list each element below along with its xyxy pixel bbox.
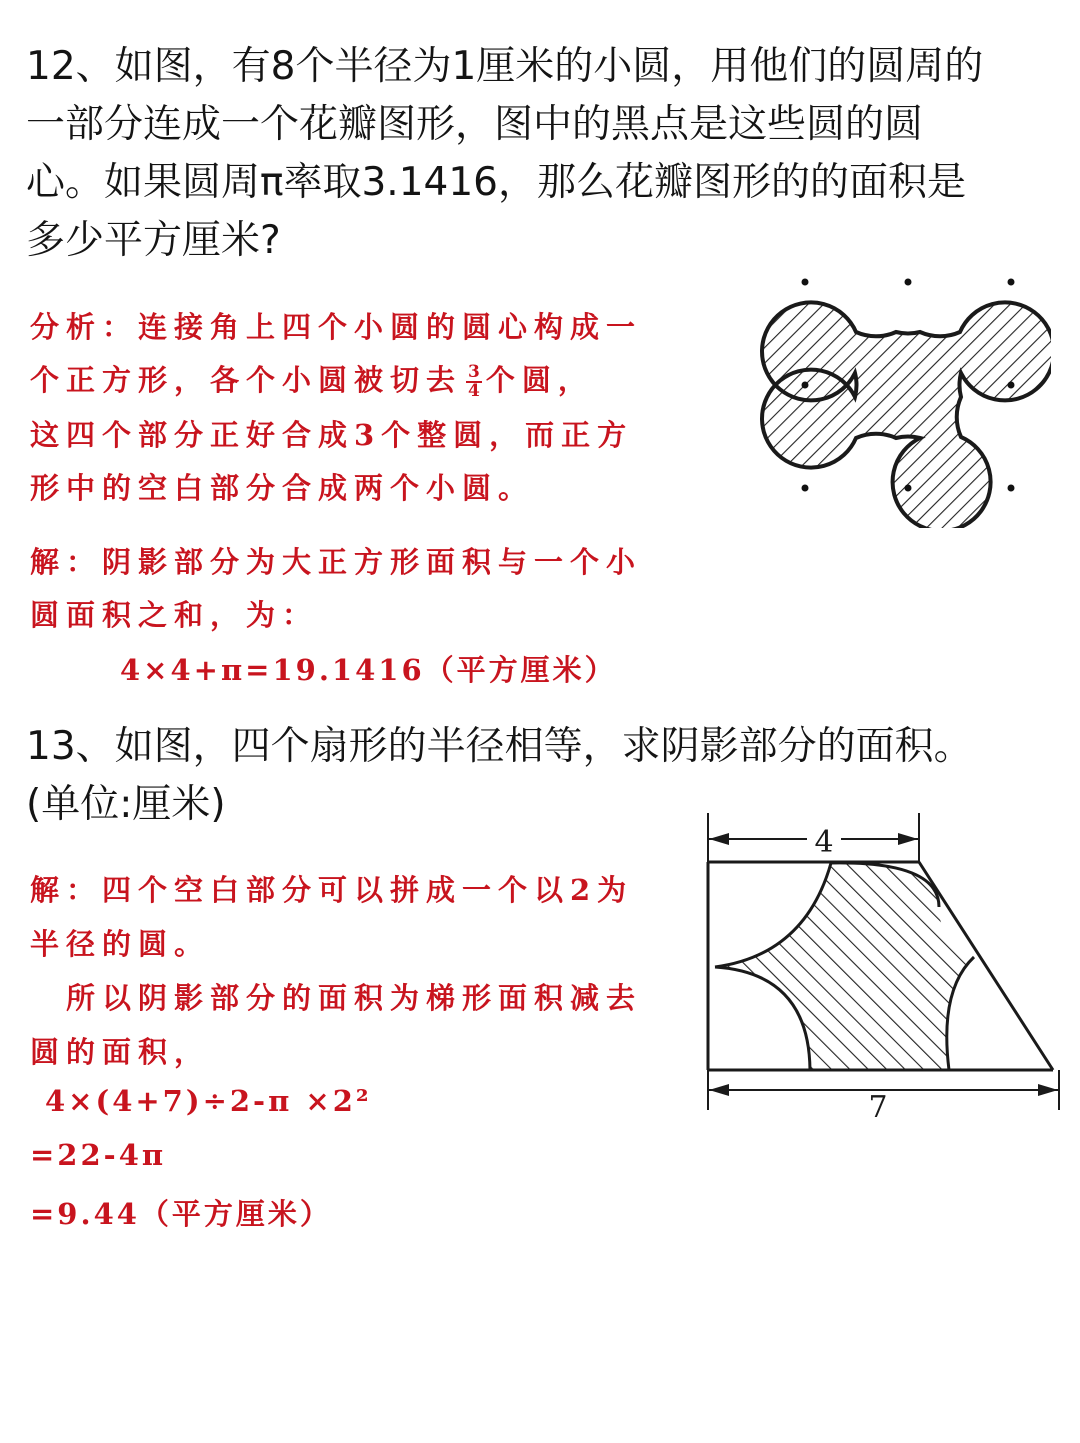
q13-solution-line-3: 所以阴影部分的面积为梯形面积减去 — [66, 981, 643, 1015]
q13-solution-line-2: 半径的圆。 — [30, 927, 211, 961]
q12-analysis-line-2-after: 个圆， — [485, 363, 594, 397]
circle-center-dot — [905, 279, 912, 286]
fraction-denominator: 4 — [468, 381, 480, 401]
q12-analysis-line-1: 分析：连接角上四个小圆的圆心构成一 — [30, 310, 643, 344]
q12-solution-line-2: 圆面积之和，为： — [30, 598, 319, 632]
q12-line-4: 多少平方厘米? — [26, 218, 281, 263]
arrowhead — [709, 833, 729, 845]
circle-center-dot — [802, 279, 809, 286]
q12-flower-figure — [755, 232, 1051, 528]
q12-line-2: 一部分连成一个花瓣图形，图中的黑点是这些圆的圆 — [26, 102, 924, 147]
dimension-label-bottom: 7 — [868, 1090, 888, 1123]
q13-line-1: 13、如图，四个扇形的半径相等，求阴影部分的面积。 — [26, 724, 973, 769]
arrowhead — [709, 1084, 729, 1096]
circle-center-dot — [1008, 279, 1015, 286]
fraction-three-quarters — [466, 364, 482, 400]
q12-solution-formula: 4×4+π=19.1416（平方厘米） — [120, 653, 617, 687]
circle-center-dot — [802, 485, 809, 492]
q13-line-2: (单位:厘米) — [26, 782, 226, 827]
q12-analysis-line-4: 形中的空白部分合成两个小圆。 — [30, 471, 535, 505]
arrowhead — [1038, 1084, 1058, 1096]
q13-solution-formula-1: 4×(4+7)÷2-π ×2² — [45, 1084, 372, 1118]
q13-solution-formula-2: =22-4π — [30, 1138, 167, 1172]
q12-analysis-line-2 — [30, 358, 594, 400]
dimension-label-top: 4 — [814, 825, 834, 860]
arrowhead — [898, 833, 918, 845]
q12-analysis-line-2-before: 个正方形，各个小圆被切去 — [30, 363, 463, 397]
flower-petal-shape — [762, 302, 1051, 528]
circle-center-dot — [905, 485, 912, 492]
fraction-numerator: 3 — [468, 362, 480, 382]
circle-center-dot — [802, 382, 809, 389]
q12-line-3: 心。如果圆周π率取3.1416，那么花瓣图形的的面积是 — [26, 160, 966, 205]
q12-solution-line-1: 解：阴影部分为大正方形面积与一个小 — [30, 545, 643, 579]
q12-line-1: 12、如图，有8个半径为1厘米的小圆，用他们的圆周的 — [26, 44, 984, 89]
q13-solution-line-4: 圆的面积， — [30, 1035, 211, 1069]
q13-solution-line-1: 解：四个空白部分可以拼成一个以2为 — [30, 873, 634, 907]
circle-center-dot — [1008, 382, 1015, 389]
q12-analysis-line-3: 这四个部分正好合成3个整圆，而正方 — [30, 418, 634, 452]
q13-solution-formula-3: =9.44（平方厘米） — [30, 1197, 332, 1231]
circle-center-dot — [1008, 485, 1015, 492]
q13-trapezoid-figure — [695, 805, 1070, 1123]
